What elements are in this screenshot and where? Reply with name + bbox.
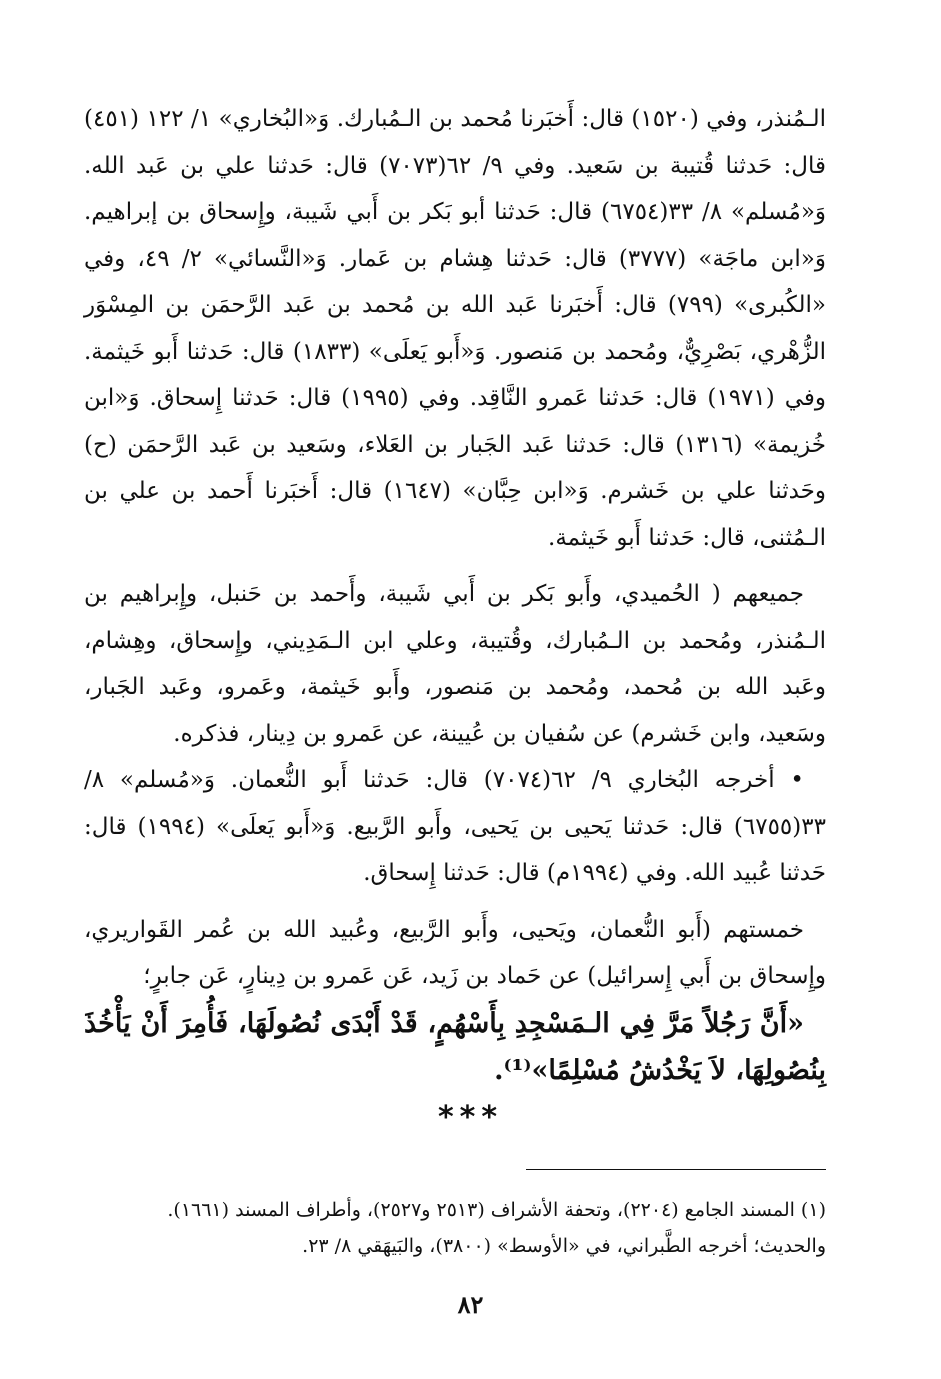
footnote-1: (١) المسند الجامع (٢٢٠٤)، وتحفة الأشراف (٢٥١٣ و٢٥٢٧)، وأطراف المسند (١٦٦١). (167, 1199, 826, 1221)
page-number: ٨٢ (457, 1290, 484, 1319)
section-separator: *** (437, 1100, 504, 1135)
paragraph-jamiuhum: جميعهم ( الحُميدي، وأَبو بَكر بن أَبي شَيبة، وأَحمد بن حَنبل، وإِبراهيم بن الـمُنذر، ومُحمد بن الـمُبارك، وقُتيبة، وعلي ابن الـمَدِيني، وإِسحاق، وهِشام، وعَبد الله بن مُحمد، ومُحمد بن مَنصور، وأَبو خَيثمة، وعَمرو، وعَبد الجَبار، وسَعيد، وابن خَشرم) عن سُفيان بن عُيينة، عن عَمرو بن دِينار، فذكره. (84, 581, 826, 747)
paragraph-akhrajahu: • أخرجه البُخاري ٩/ ٦٢(٧٠٧٤) قال: حَدثنا أَبو النُّعمان. وَ«مُسلم» ٨/ ٣٣(٦٧٥٥) قال: حَدثنا يَحيى بن يَحيى، وأَبو الرَّبيع. وَ«أَبو يَعلَى» (١٩٩٤) قال: حَدثنا عُبيد الله. وفي (١٩٩٤م) قال: حَدثنا إِسحاق. (84, 767, 826, 886)
hadith-text: «أَنَّ رَجُلاً مَرَّ فِي الـمَسْجِدِ بِأَسْهُمٍ، قَدْ أَبْدَى نُصُولَهَا، فَأُمِرَ أَنْ يَأْخُذَ بِنُصُولِهَا، لاَ يَخْدُشُ مُسْلِمًا»⁽¹⁾. (84, 1007, 826, 1086)
paragraph-takhrij-continued: الـمُنذر، وفي (١٥٢٠) قال: أَخبَرنا مُحمد بن الـمُبارك. وَ«البُخاري» ١/ ١٢٢ (٤٥١) قال: حَدثنا قُتيبة بن سَعيد. وفي ٩/ ٦٢(٧٠٧٣) قال: حَدثنا علي بن عَبد الله. وَ«مُسلم» ٨/ ٣٣(٦٧٥٤) قال: حَدثنا أبو بَكر بن أَبي شَيبة، وإِسحاق بن إبراهيم. وَ«ابن ماجَة» (٣٧٧٧) قال: حَدثنا هِشام بن عَمار. وَ«النَّسائي» ٢/ ٤٩، وفي «الكُبرى» (٧٩٩) قال: أَخبَرنا عَبد الله بن مُحمد بن عَبد الرَّحمَن بن المِسْوَر الزُّهْري، بَصْرِيٌّ، ومُحمد بن مَنصور. وَ«أَبو يَعلَى» (١٨٣٣) قال: حَدثنا أَبو خَيثمة. وفي (١٩٧١) قال: حَدثنا عَمرو النَّاقِد. وفي (١٩٩٥) قال: حَدثنا إِسحاق. وَ«ابن خُزيمة» (١٣١٦) قال: حَدثنا عَبد الجَبار بن العَلاء، وسَعيد بن عَبد الرَّحمَن (ح) وحَدثنا علي بن خَشرم. وَ«ابن حِبَّان» (١٦٤٧) قال: أَخبَرنا أَحمد بن علي بن الـمُثنى، قال: حَدثنا أَبو خَيثمة. (84, 106, 827, 551)
main-text (84, 96, 826, 1094)
footnote-divider (526, 1169, 826, 1170)
footnote-1-continued: والحديث؛ أخرجه الطَّبراني، في «الأوسط» (٣٨٠٠)، والبَيهَقي ٨/ ٢٣. (302, 1235, 826, 1257)
footnotes (84, 1192, 826, 1264)
paragraph-khamsatuhum: خمستهم (أَبو النُّعمان، ويَحيى، وأَبو الرَّبيع، وعُبيد الله بن عُمر القَواريري، وإِسحاق بن أَبي إِسرائيل) عن حَماد بن زَيد، عَن عَمرو بن دِينارٍ، عَن جابرٍ؛ (84, 916, 826, 989)
